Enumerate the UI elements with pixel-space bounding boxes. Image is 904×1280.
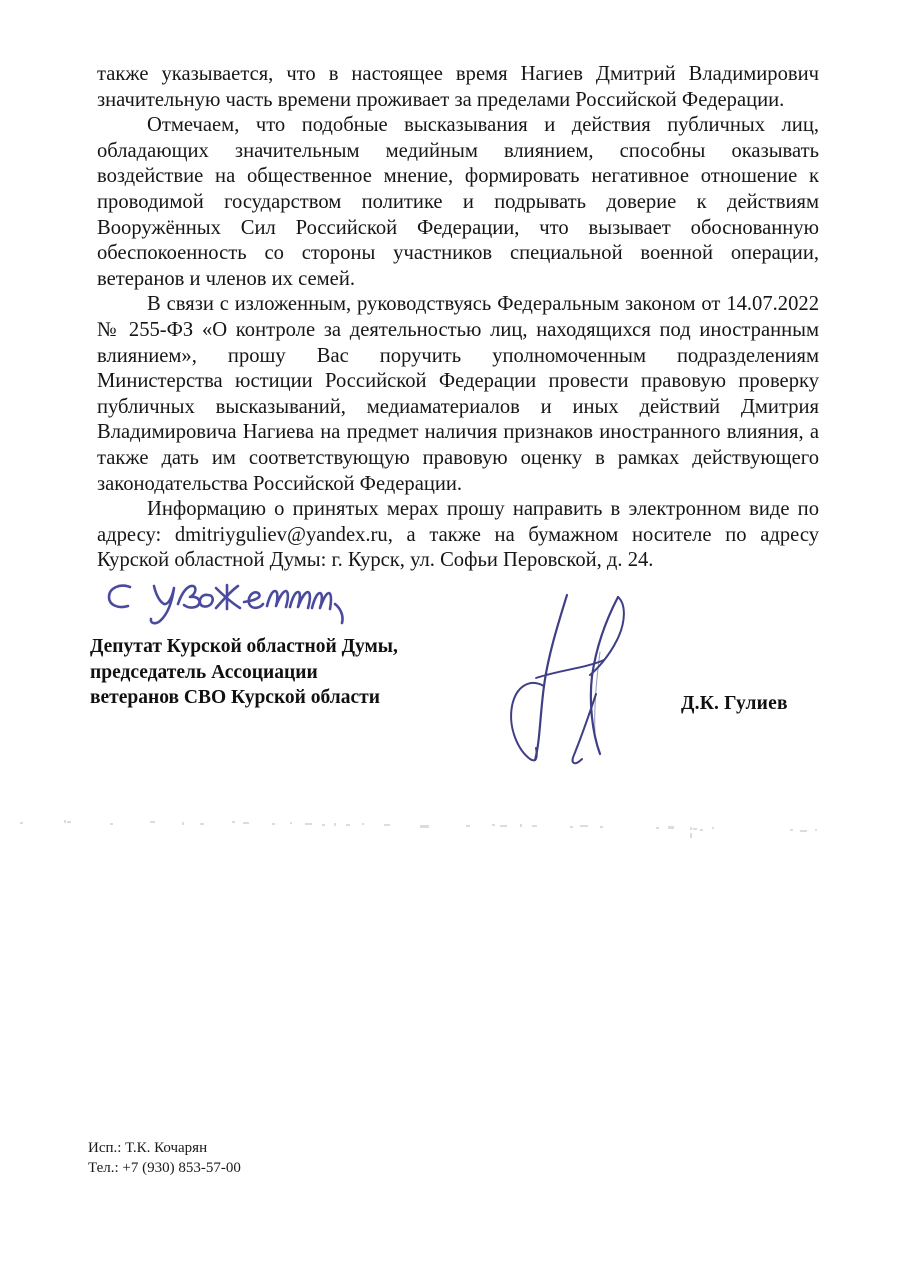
body-paragraph-4: Информацию о принятых мерах прошу направить в электронном виде по адресу: dmitriyguliev@yandex.ru, а также на бумажном носителе по адресу Курской областной Думы: г. Курск, ул. Софьи Перовской, д. 24. <box>97 498 819 572</box>
signer-title-line-2: председатель Ассоциации <box>90 661 318 683</box>
handwritten-signature-mark <box>500 582 720 782</box>
signer-name: Д.К. Гулиев <box>681 693 788 714</box>
footer-phone: Тел.: +7 (930) 853-57-00 <box>88 1160 241 1176</box>
signer-title-line-3: ветеранов СВО Курской области <box>90 687 380 708</box>
footer-executor-name: Исп.: Т.К. Кочарян <box>88 1140 208 1156</box>
footer-executor-info <box>88 1138 241 1178</box>
document-body <box>97 62 819 574</box>
signer-title-block <box>90 634 510 711</box>
handwritten-closing-mark <box>104 578 384 626</box>
body-paragraph-continuation: также указывается, что в настоящее время Нагиев Дмитрий Владимирович значительную часть времени проживает за пределами Российской Федерации. <box>97 63 819 111</box>
scan-artifact-speckles <box>0 805 904 845</box>
body-paragraph-3: В связи с изложенным, руководствуясь Федеральным законом от 14.07.2022 № 255-ФЗ «О контроле за деятельностью лиц, находящихся под иностранным влиянием», прошу Вас поручить уполномоченным подразделениям Министерства юстиции Российской Федерации провести правовую проверку публичных высказываний, медиаматериалов и иных действий Дмитрия Владимировича Нагиева на предмет наличия признаков иностранного влияния, а также дать им соответствующую правовую оценку в рамках действующего законодательства Российской Федерации. <box>97 293 819 495</box>
body-paragraph-2: Отмечаем, что подобные высказывания и действия публичных лиц, обладающих значительным медийным влиянием, способны оказывать воздействие на общественное мнение, формировать негативное отношение к проводимой государством политике и подрывать доверие к действиям Вооружённых Сил Российской Федерации, что вызывает обоснованную обеспокоенность со стороны участников специальной военной операции, ветеранов и членов их семей. <box>97 114 819 290</box>
signer-title-line-1: Депутат Курской областной Думы, <box>90 636 398 657</box>
